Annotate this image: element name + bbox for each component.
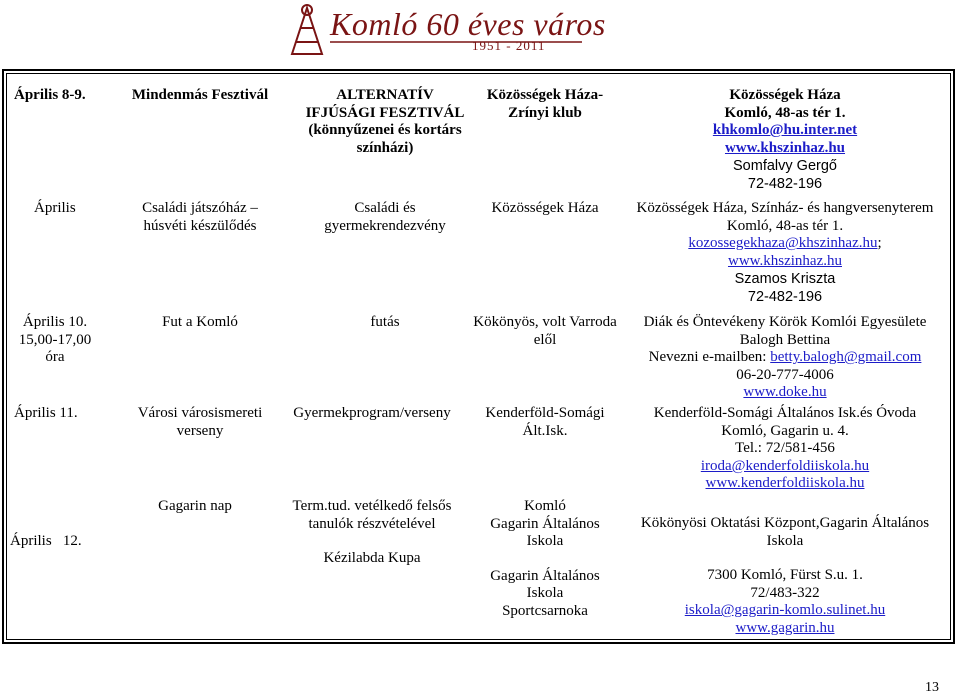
row3-event: Fut a Komló (162, 314, 238, 330)
row5-contact: Kökönyösi Oktatási Központ,Gagarin Általános Iskola 7300 Komló, Fürst S.u. 1. 72/483-322 iskola@gagarin-komlo.sulinet.hu www.gagarin.hu (620, 515, 950, 638)
row2-event: Családi játszóház – húsvéti készülődés (142, 200, 258, 234)
logo-years: 1951 - 2011 (472, 38, 546, 53)
logo-title: Komló 60 éves város (330, 6, 606, 42)
row1-type: ALTERNATÍV IFJÚSÁGI FESZTIVÁL (könnyűzenei és kortárs színházi) (305, 87, 465, 156)
row1-contact: Közösségek Háza Komló, 48-as tér 1. khkomlo@hu.inter.net www.khszinhaz.hu (630, 87, 940, 157)
row4-date: Április 11. (14, 405, 78, 421)
email-link[interactable]: betty.balogh@gmail.com (770, 349, 922, 366)
row1-date: Április 8-9. (14, 87, 86, 103)
row2-venue: Közösségek Háza (491, 200, 599, 216)
row5-date: Április 12. (10, 533, 82, 550)
email-link[interactable]: iskola@gagarin-komlo.sulinet.hu (684, 602, 886, 619)
row3-contact: Diák és Öntevékeny Körök Komlói Egyesülete Balogh Bettina Nevezni e-mailben: betty.balogh@gmail.com 06-20-777-4006 www.doke.hu (620, 314, 950, 402)
row3-venue: Kökönyös, volt Varroda elől (473, 314, 617, 348)
row1-venue: Közösségek Háza- Zrínyi klub (486, 87, 604, 121)
row1-contact-person: Somfalvy Gergő 72-482-196 (733, 158, 837, 192)
row2-contact: Közösségek Háza, Színház- és hangversenyterem Komló, 48-as tér 1. kozossegekhaza@khszinhaz.hu; www.khszinhaz.hu (620, 200, 950, 270)
row3-type: futás (370, 314, 400, 330)
website-link[interactable]: www.doke.hu (743, 384, 827, 401)
page-number: 13 (925, 680, 939, 695)
website-link[interactable]: www.kenderfoldiiskola.hu (705, 475, 865, 492)
website-link[interactable]: www.khszinhaz.hu (724, 139, 846, 156)
row4-type: Gyermekprogram/verseny (293, 405, 451, 421)
row2-date: Április (34, 200, 76, 216)
row4-venue: Kenderföld-Somági Ált.Isk. (485, 405, 605, 439)
row5-event: Gagarin nap (158, 498, 232, 514)
row3-date: Április 10. 15,00-17,00 óra (18, 314, 92, 366)
email-link[interactable]: kozossegekhaza@khszinhaz.hu (688, 235, 878, 252)
email-link[interactable]: khkomlo@hu.inter.net (712, 122, 858, 139)
website-link[interactable]: www.khszinhaz.hu (727, 252, 842, 269)
website-link[interactable]: www.gagarin.hu (735, 619, 835, 636)
row5-venue: Komló Gagarin Általános Iskola Gagarin Általános Iskola Sportcsarnoka (490, 498, 600, 619)
email-link[interactable]: iroda@kenderfoldiiskola.hu (700, 457, 870, 474)
row5-type: Term.tud. vetélkedő felsős tanulók részvételével Kézilabda Kupa (292, 498, 452, 567)
komlo-anniversary-logo (282, 2, 606, 60)
row4-contact: Kenderföld-Somági Általános Isk.és Óvoda Komló, Gagarin u. 4. Tel.: 72/581-456 iroda@kenderfoldiiskola.hu www.kenderfoldiiskola.hu (620, 405, 950, 493)
row2-contact-person: Szamos Kriszta 72-482-196 (734, 271, 836, 305)
row2-type: Családi és gyermekrendezvény (324, 200, 446, 234)
row1-event: Mindenmás Fesztivál (131, 87, 269, 103)
row4-event: Városi városismereti verseny (137, 405, 263, 439)
